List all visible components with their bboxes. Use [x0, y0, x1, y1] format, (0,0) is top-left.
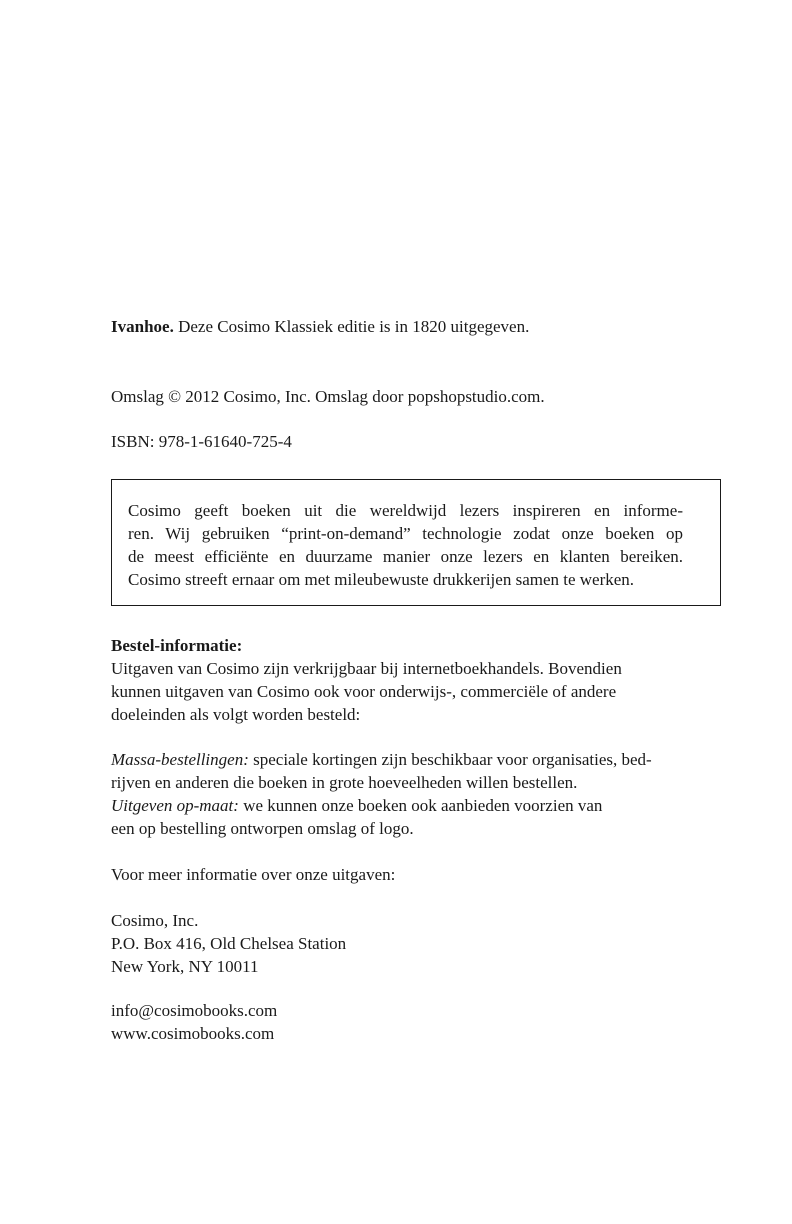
notice-line: Cosimo streeft ernaar om met mileubewuste drukkerijen samen te werken.	[128, 570, 635, 589]
custom-publishing-text: we kunnen onze boeken ook aanbieden voorzien van	[238, 796, 603, 815]
publisher-contact	[111, 999, 723, 1045]
custom-publishing-label: Uitgeven op-maat:	[111, 796, 239, 815]
publisher-address	[111, 909, 723, 978]
website-address: www.cosimobooks.com	[111, 1024, 275, 1043]
isbn: ISBN: 978-1-61640-725-4	[111, 432, 292, 451]
bulk-orders-line	[111, 748, 723, 771]
order-line: doeleinden als volgt worden besteld:	[111, 705, 361, 724]
notice-line: Cosimo geeft boeken uit die wereldwijd lezers inspireren en informe-	[128, 501, 683, 520]
custom-publishing-line-2: een op bestelling ontworpen omslag of logo.	[111, 819, 414, 838]
order-options	[111, 748, 723, 840]
order-line: Uitgaven van Cosimo zijn verkrijgbaar bij internetboekhandels. Bovendien	[111, 659, 622, 678]
more-info-line: Voor meer informatie over onze uitgaven:	[111, 865, 396, 884]
title-line	[111, 315, 723, 338]
cover-credit: Omslag © 2012 Cosimo, Inc. Omslag door popshopstudio.com.	[111, 387, 545, 406]
email-address: info@cosimobooks.com	[111, 1001, 278, 1020]
bulk-orders-text: speciale kortingen zijn beschikbaar voor organisaties, bed-	[248, 750, 652, 769]
address-line: New York, NY 10011	[111, 957, 259, 976]
book-title: Ivanhoe.	[111, 317, 174, 336]
custom-publishing-line	[111, 794, 723, 817]
notice-line: ren. Wij gebruiken “print-on-demand” technologie zodat onze boeken op	[128, 524, 683, 543]
publisher-notice-box	[111, 479, 721, 606]
order-heading: Bestel-informatie:	[111, 636, 243, 655]
address-line: P.O. Box 416, Old Chelsea Station	[111, 934, 347, 953]
order-line: kunnen uitgaven van Cosimo ook voor onderwijs-, commerciële of andere	[111, 682, 617, 701]
bulk-orders-line-2: rijven en anderen die boeken in grote hoeveelheden willen bestellen.	[111, 773, 578, 792]
edition-description: Deze Cosimo Klassiek editie is in 1820 uitgegeven.	[173, 317, 530, 336]
publisher-notice-text	[128, 499, 683, 591]
address-line: Cosimo, Inc.	[111, 911, 199, 930]
bulk-orders-label: Massa-bestellingen:	[111, 750, 249, 769]
notice-line: de meest efficiënte en duurzame manier onze lezers en klanten bereiken.	[128, 547, 683, 566]
order-information	[111, 634, 723, 726]
